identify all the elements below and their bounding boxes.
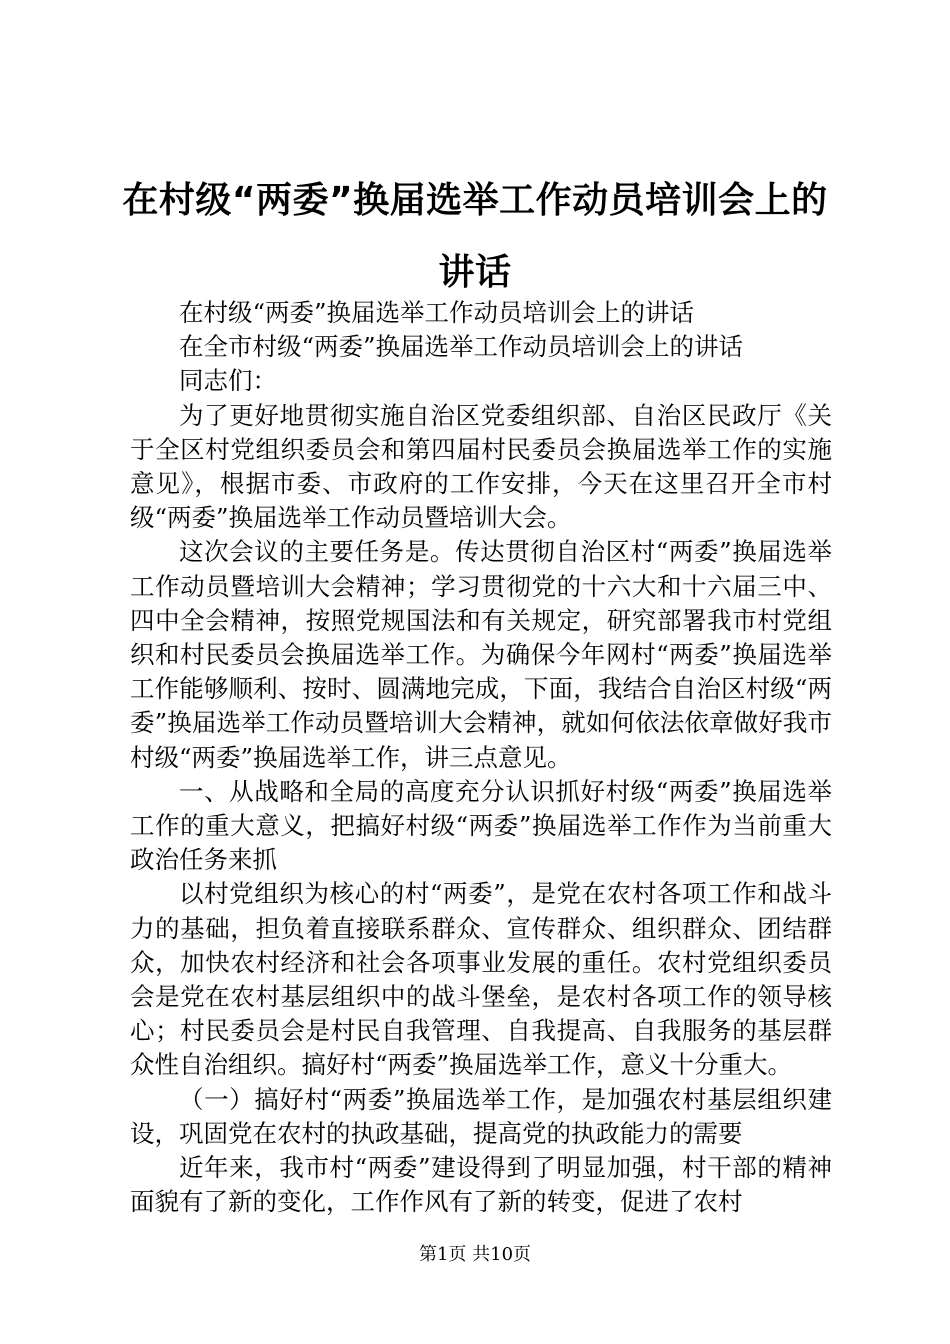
paragraph: 为了更好地贯彻实施自治区党委组织部、自治区民政厅《关于全区村党组织委员会和第四届村民委员会换届选举工作的实施意见》，根据市委、市政府的工作安排，今天在这里召开全市村级“两委”换届选举工作动员暨培训大会。 xyxy=(130,400,832,533)
paragraph-speech-title: 在全市村级“两委”换届选举工作动员培训会上的讲话 xyxy=(179,332,744,362)
paragraph: 这次会议的主要任务是。传达贯彻自治区村“两委”换届选举工作动员暨培训大会精神；学习贯彻党的十六大和十六届三中、四中全会精神，按照党规国法和有关规定，研究部署我市村党组织和村民委员会换届选举工作。为确保今年网村“两委”换届选举工作能够顺利、按时、圆满地完成，下面，我结合自治区村级“两委”换届选举工作动员暨培训大会精神，就如何依法依章做好我市村级“两委”换届选举工作，讲三点意见。 xyxy=(130,537,832,772)
page-number: 第1页 共10页 xyxy=(418,1244,532,1265)
section-heading: 一、从战略和全局的高度充分认识抓好村级“两委”换届选举工作的重大意义，把搞好村级“两委”换届选举工作作为当前重大政治任务来抓 xyxy=(130,776,832,875)
paragraph: 近年来，我市村“两委”建设得到了明显加强，村干部的精神面貌有了新的变化，工作作风有了新的转变，促进了农村 xyxy=(130,1153,832,1217)
document-title: 在村级“两委”换届选举工作动员培训会上的讲话 xyxy=(122,180,828,293)
paragraph-salutation: 同志们： xyxy=(179,366,277,396)
document-body xyxy=(130,296,832,1219)
paragraph: 以村党组织为核心的村“两委”，是党在农村各项工作和战斗力的基础，担负着直接联系群众、宣传群众、组织群众、团结群众，加快农村经济和社会各项事业发展的重任。农村党组织委员会是党在农村基层组织中的战斗堡垒，是农村各项工作的领导核心；村民委员会是村民自我管理、自我提高、自我服务的基层群众性自治组织。搞好村“两委”换届选举工作，意义十分重大。 xyxy=(130,879,832,1080)
subsection-heading: （一）搞好村“两委”换届选举工作，是加强农村基层组织建设，巩固党在农村的执政基础，提高党的执政能力的需要 xyxy=(130,1084,832,1148)
paragraph-subtitle: 在村级“两委”换届选举工作动员培训会上的讲话 xyxy=(179,298,695,327)
